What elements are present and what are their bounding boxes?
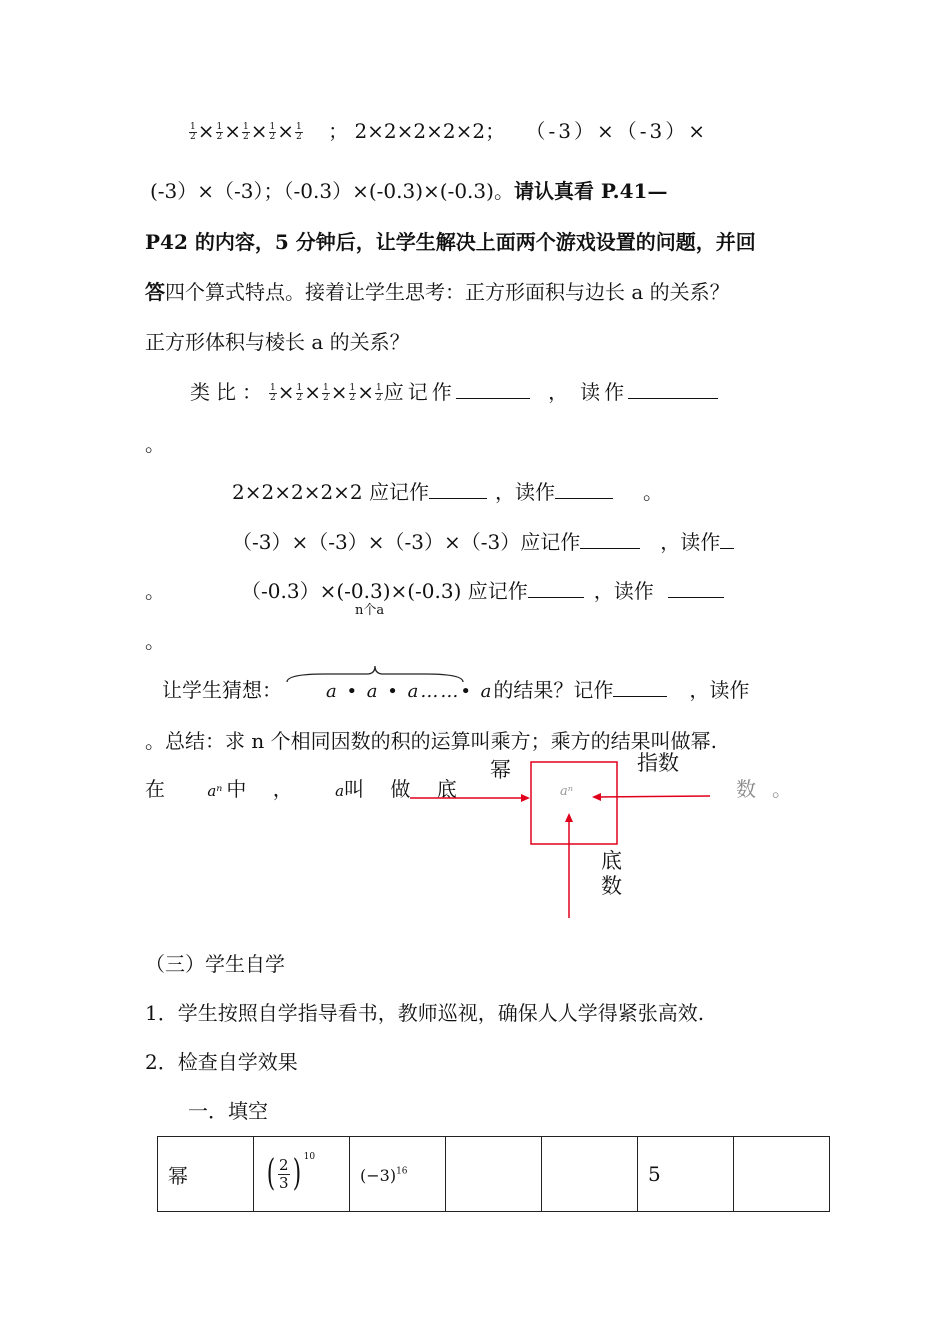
brace-label: n个a [355, 603, 385, 618]
period: 。 [145, 629, 165, 653]
period: 。 [145, 432, 165, 456]
arrow-head-left [521, 794, 530, 802]
an-line-tail: 数 。 [736, 777, 792, 801]
answer-blank[interactable] [456, 380, 530, 399]
item-1: 1．学生按照自学指导看书，教师巡视，确保人人学得紧张高效. [145, 1001, 705, 1025]
fill-table [157, 1136, 830, 1212]
answer-blank[interactable] [429, 480, 487, 499]
answer-blank[interactable] [628, 380, 718, 399]
table-header-cell: 幂 [158, 1137, 254, 1212]
answer-blank[interactable] [613, 678, 667, 697]
fraction-half: $\frac{1}{2}$ [269, 122, 276, 142]
line-4: 答四个算式特点。接着让学生思考：正方形面积与边长 a 的关系？ [145, 280, 730, 304]
guess-line: 让学生猜想： a • a • a……• a的结果？记作 ，读作 [162, 678, 750, 702]
fraction-half: $\frac{1}{2}$ [216, 122, 223, 142]
exponent-label: 指数 [637, 751, 679, 775]
line-neg03-power: 。 （-0.3）×(-0.3)×(-0.3) 应记作 ，读作 [145, 578, 724, 604]
base-label-1: 底 [601, 849, 622, 873]
an-line: 在 aⁿ 中 ， a叫 做 底 [145, 777, 457, 801]
table-cell: ( 2 3 ) 10 [254, 1137, 350, 1212]
line-1: $\frac{1}{2}$ × $\frac{1}{2}$ × $\frac{1}{2}$ × $\frac{1}{2}$ × $\frac{1}{2}$ ； 2×2×2×2×2； （-3）×（-3）× [190, 119, 708, 143]
diagram-symbol: aⁿ [560, 784, 574, 799]
line-two-power: 2×2×2×2×2 应记作 ，读作 。 [232, 480, 664, 504]
answer-blank[interactable] [555, 480, 613, 499]
section-title: （三）学生自学 [145, 952, 285, 976]
arrow-line-right [596, 796, 710, 797]
base-label-2: 数 [601, 874, 622, 898]
answer-blank[interactable] [720, 530, 734, 549]
fill-title: 一．填空 [188, 1099, 268, 1123]
line-neg3-power: （-3）×（-3）×（-3）×（-3）应记作 ，读作 [232, 529, 734, 555]
fraction-half: $\frac{1}{2}$ [190, 122, 196, 142]
line-5: 正方形体积与棱长 a 的关系？ [145, 330, 410, 354]
table-cell[interactable] [734, 1137, 830, 1212]
answer-blank[interactable] [528, 579, 584, 598]
summary-line: 。总结：求 n 个相同因数的积的运算叫乘方；乘方的结果叫做幂. [145, 729, 717, 753]
table-cell[interactable] [542, 1137, 638, 1212]
power-label: 幂 [490, 758, 511, 782]
table-cell: $(-3)^{16}$ [350, 1137, 446, 1212]
line-2: (-3）×（-3）；（-0.3）×(-0.3)×(-0.3)。请认真看 P.41— [150, 179, 668, 203]
fraction-half: $\frac{1}{2}$ [296, 122, 302, 142]
line-3: P42 的内容，5 分钟后，让学生解决上面两个游戏设置的问题，并回 [145, 230, 756, 254]
fraction-half: $\frac{1}{2}$ [243, 122, 249, 142]
answer-blank[interactable] [668, 579, 724, 598]
analogy-line: 类比： $\frac{1}{2}$ × $\frac{1}{2}$ × $\frac{1}{2}$ × $\frac{1}{2}$ × $\frac{1}{2}$ 应记作 ， 读作 [190, 379, 718, 405]
item-2: 2．检查自学效果 [145, 1050, 298, 1074]
diagram-box [531, 762, 617, 844]
table-row [158, 1137, 830, 1212]
table-cell: 5 [638, 1137, 734, 1212]
power-diagram [400, 750, 720, 925]
answer-blank[interactable] [580, 530, 640, 549]
table-cell[interactable] [446, 1137, 542, 1212]
